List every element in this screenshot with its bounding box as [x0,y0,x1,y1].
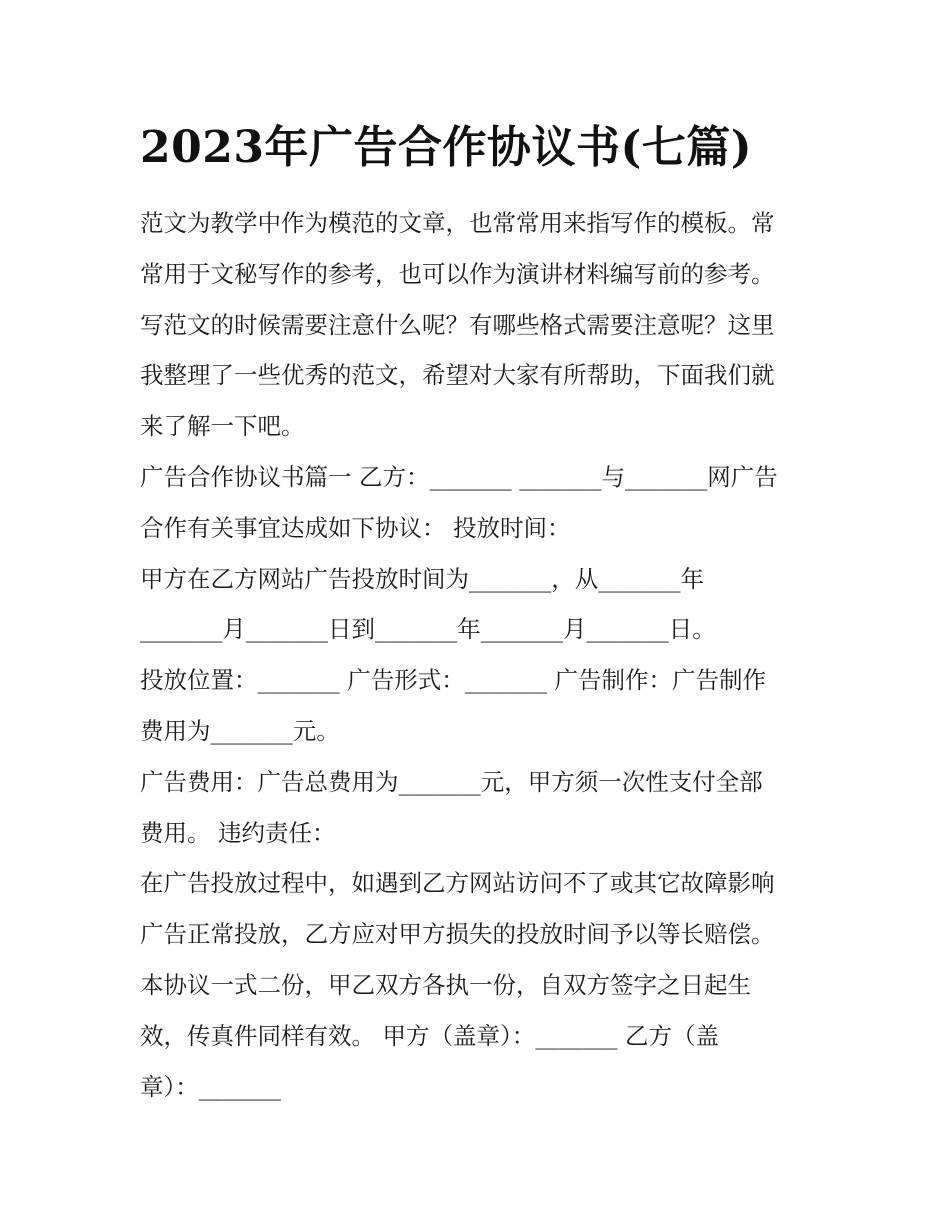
body-line: 甲方在乙方网站广告投放时间为_______，从_______年 [140,564,704,593]
body-line: 投放位置：_______ 广告形式：_______ 广告制作：广告制作 [140,666,766,695]
body-line: 广告费用：广告总费用为_______元，甲方须一次性支付全部 [140,767,763,796]
document-title: 2023年广告合作协议书(七篇) [140,122,753,173]
body-line: 本协议一式二份，甲乙双方各执一份，自双方签字之日起生 [140,970,751,999]
body-line: 写范文的时候需要注意什么呢？有哪些格式需要注意呢？这里 [140,310,775,339]
body-line: 范文为教学中作为模范的文章，也常常用来指写作的模板。常 [140,209,775,237]
body-line: 在广告投放过程中，如遇到乙方网站访问不了或其它故障影响 [140,869,775,898]
document-body [140,198,812,1112]
body-line: 来了解一下吧。 [140,412,305,441]
body-line: 费用为_______元。 [140,716,340,745]
body-line: 常用于文秘写作的参考，也可以作为演讲材料编写前的参考。 [140,259,775,288]
body-line: 章）：_______ [140,1072,281,1101]
body-line: 效，传真件同样有效。 甲方（盖章）：_______ 乙方（盖 [140,1021,719,1050]
body-line: 费用。 违约责任： [140,818,336,847]
body-line: _______月_______日到_______年_______月_______日。 [140,615,716,644]
body-line: 广告正常投放，乙方应对甲方损失的投放时间予以等长赔偿。 [140,920,775,949]
body-line: 广告合作协议书篇一 乙方：_______ _______与_______网广告 [140,462,778,491]
body-line: 我整理了一些优秀的范文，希望对大家有所帮助，下面我们就 [140,361,775,390]
body-line: 合作有关事宜达成如下协议： 投放时间： [140,513,571,542]
